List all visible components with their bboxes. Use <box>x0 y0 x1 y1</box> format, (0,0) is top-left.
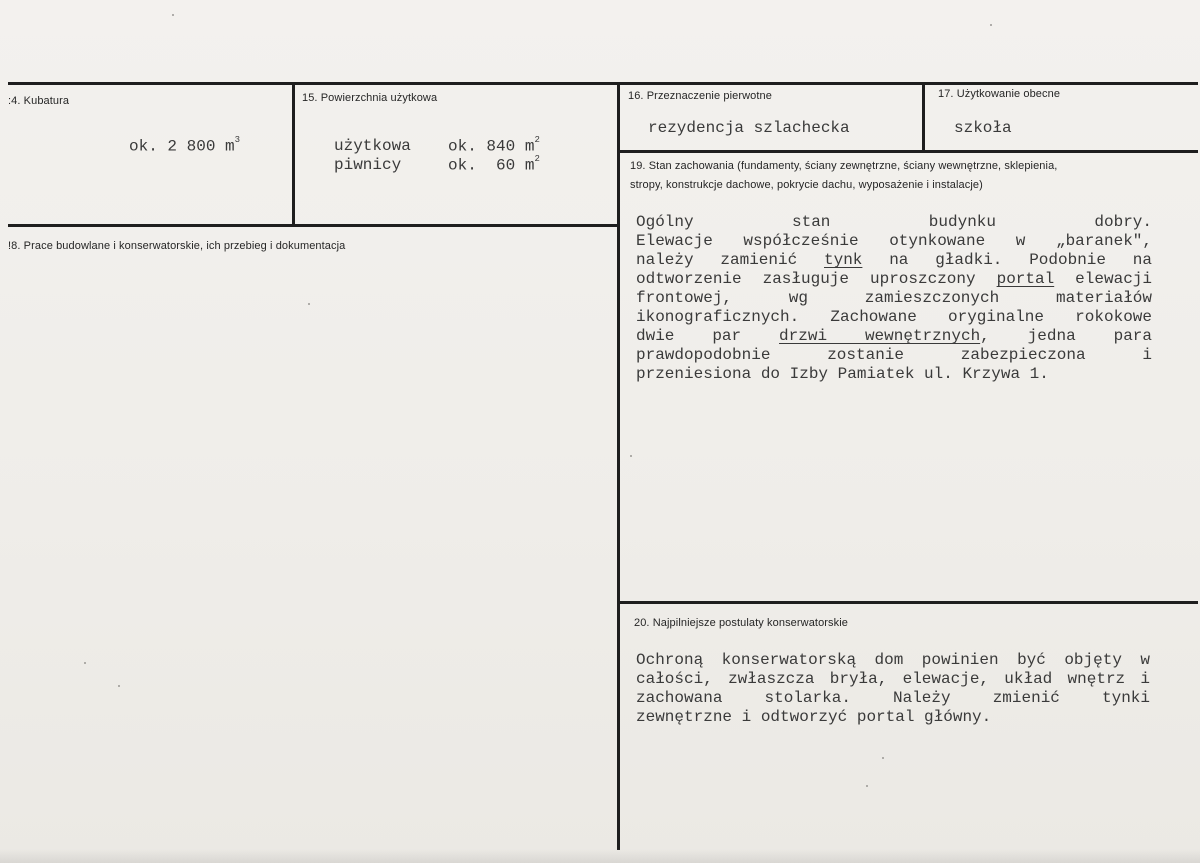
field-19-label-line1: 19. Stan zachowania (fundamenty, ściany zewnętrzne, ściany wewnętrzne, sklepienia, <box>630 160 1058 172</box>
condition-line-2: Elewacje współcześnie otynkowane w „baranek", <box>636 232 1152 250</box>
field-17-label: 17. Użytkowanie obecne <box>938 88 1061 100</box>
divider-16-17 <box>922 82 925 153</box>
underlined-portal: portal <box>996 270 1055 288</box>
bottom-shadow <box>0 849 1200 863</box>
field-17-value: szkoła <box>954 119 1012 137</box>
condition-line-7: dwie par drzwi wewnętrznych, jedna para <box>636 327 1153 345</box>
field-16-value: rezydencja szlachecka <box>648 119 850 137</box>
area-row-basement-name: piwnicy <box>334 156 402 174</box>
rule-below-16-17 <box>619 150 1198 153</box>
volume-unit-exponent: 3 <box>234 135 241 145</box>
postulate-line-4: zewnętrzne i odtworzyć portal główny. <box>636 708 992 726</box>
condition-line-1: Ogólny stan budynku dobry. <box>636 213 1152 231</box>
paper-speck <box>630 455 632 457</box>
area-row-usable-name: użytkowa <box>334 137 411 155</box>
condition-line-8: prawdopodobnie zostanie zabezpieczona i <box>636 346 1152 364</box>
divider-center <box>617 82 620 850</box>
area-row-basement-value: ok. 60 $m^2$ <box>448 154 540 175</box>
field-14-value <box>129 137 240 155</box>
field-16-label: 16. Przeznaczenie pierwotne <box>628 90 772 102</box>
postulate-line-3: zachowana stolarka. Należy zmienić tynki <box>636 689 1150 707</box>
rule-below-14-15 <box>8 224 619 227</box>
paper-speck <box>882 757 884 759</box>
underlined-drzwi: drzwi wewnętrznych <box>779 327 981 345</box>
postulate-line-1: Ochroną konserwatorską dom powinien być objęty w <box>636 651 1150 669</box>
paper-speck <box>84 662 86 664</box>
divider-14-15 <box>292 82 295 227</box>
condition-line-5: frontowej, wg zamieszczonych materiałów <box>636 289 1152 307</box>
field-20-label: 20. Najpilniejsze postulaty konserwatorskie <box>634 617 849 629</box>
postulate-line-2: całości, zwłaszcza bryła, elewacje, układ wnętrz i <box>636 670 1150 688</box>
paper-speck <box>990 24 992 26</box>
paper-speck <box>308 303 310 305</box>
paper-speck <box>866 785 868 787</box>
volume-value: ok. 2 800 m <box>129 137 235 156</box>
paper-speck <box>172 14 174 16</box>
field-15-label: 15. Powierzchnia użytkowa <box>302 92 438 104</box>
field-14-label: :4. Kubatura <box>8 95 70 107</box>
field-18-label: !8. Prace budowlane i konserwatorskie, ich przebieg i dokumentacja <box>8 240 346 252</box>
field-19-label <box>630 157 1190 195</box>
field-19-text <box>636 213 1152 384</box>
area-row-usable-value: ok. 840 $m^2$ <box>448 135 540 156</box>
condition-line-4: odtworzenie zasługuje uproszczony portal elewacji <box>636 270 1152 288</box>
condition-line-3: należy zamienić tynk na gładki. Podobnie na <box>636 251 1152 269</box>
condition-line-9: przeniesiona do Izby Pamiatek ul. Krzywa 1. <box>636 365 1049 383</box>
field-20-text <box>636 651 1150 727</box>
condition-line-6: ikonograficznych. Zachowane oryginalne rokokowe <box>636 308 1152 326</box>
top-rule <box>8 82 1198 85</box>
underlined-tynk: tynk <box>824 251 863 269</box>
field-19-label-line2: stropy, konstrukcje dachowe, pokrycie dachu, wyposażenie i instalacje) <box>630 179 983 191</box>
rule-below-19 <box>619 601 1198 604</box>
paper-speck <box>118 685 120 687</box>
